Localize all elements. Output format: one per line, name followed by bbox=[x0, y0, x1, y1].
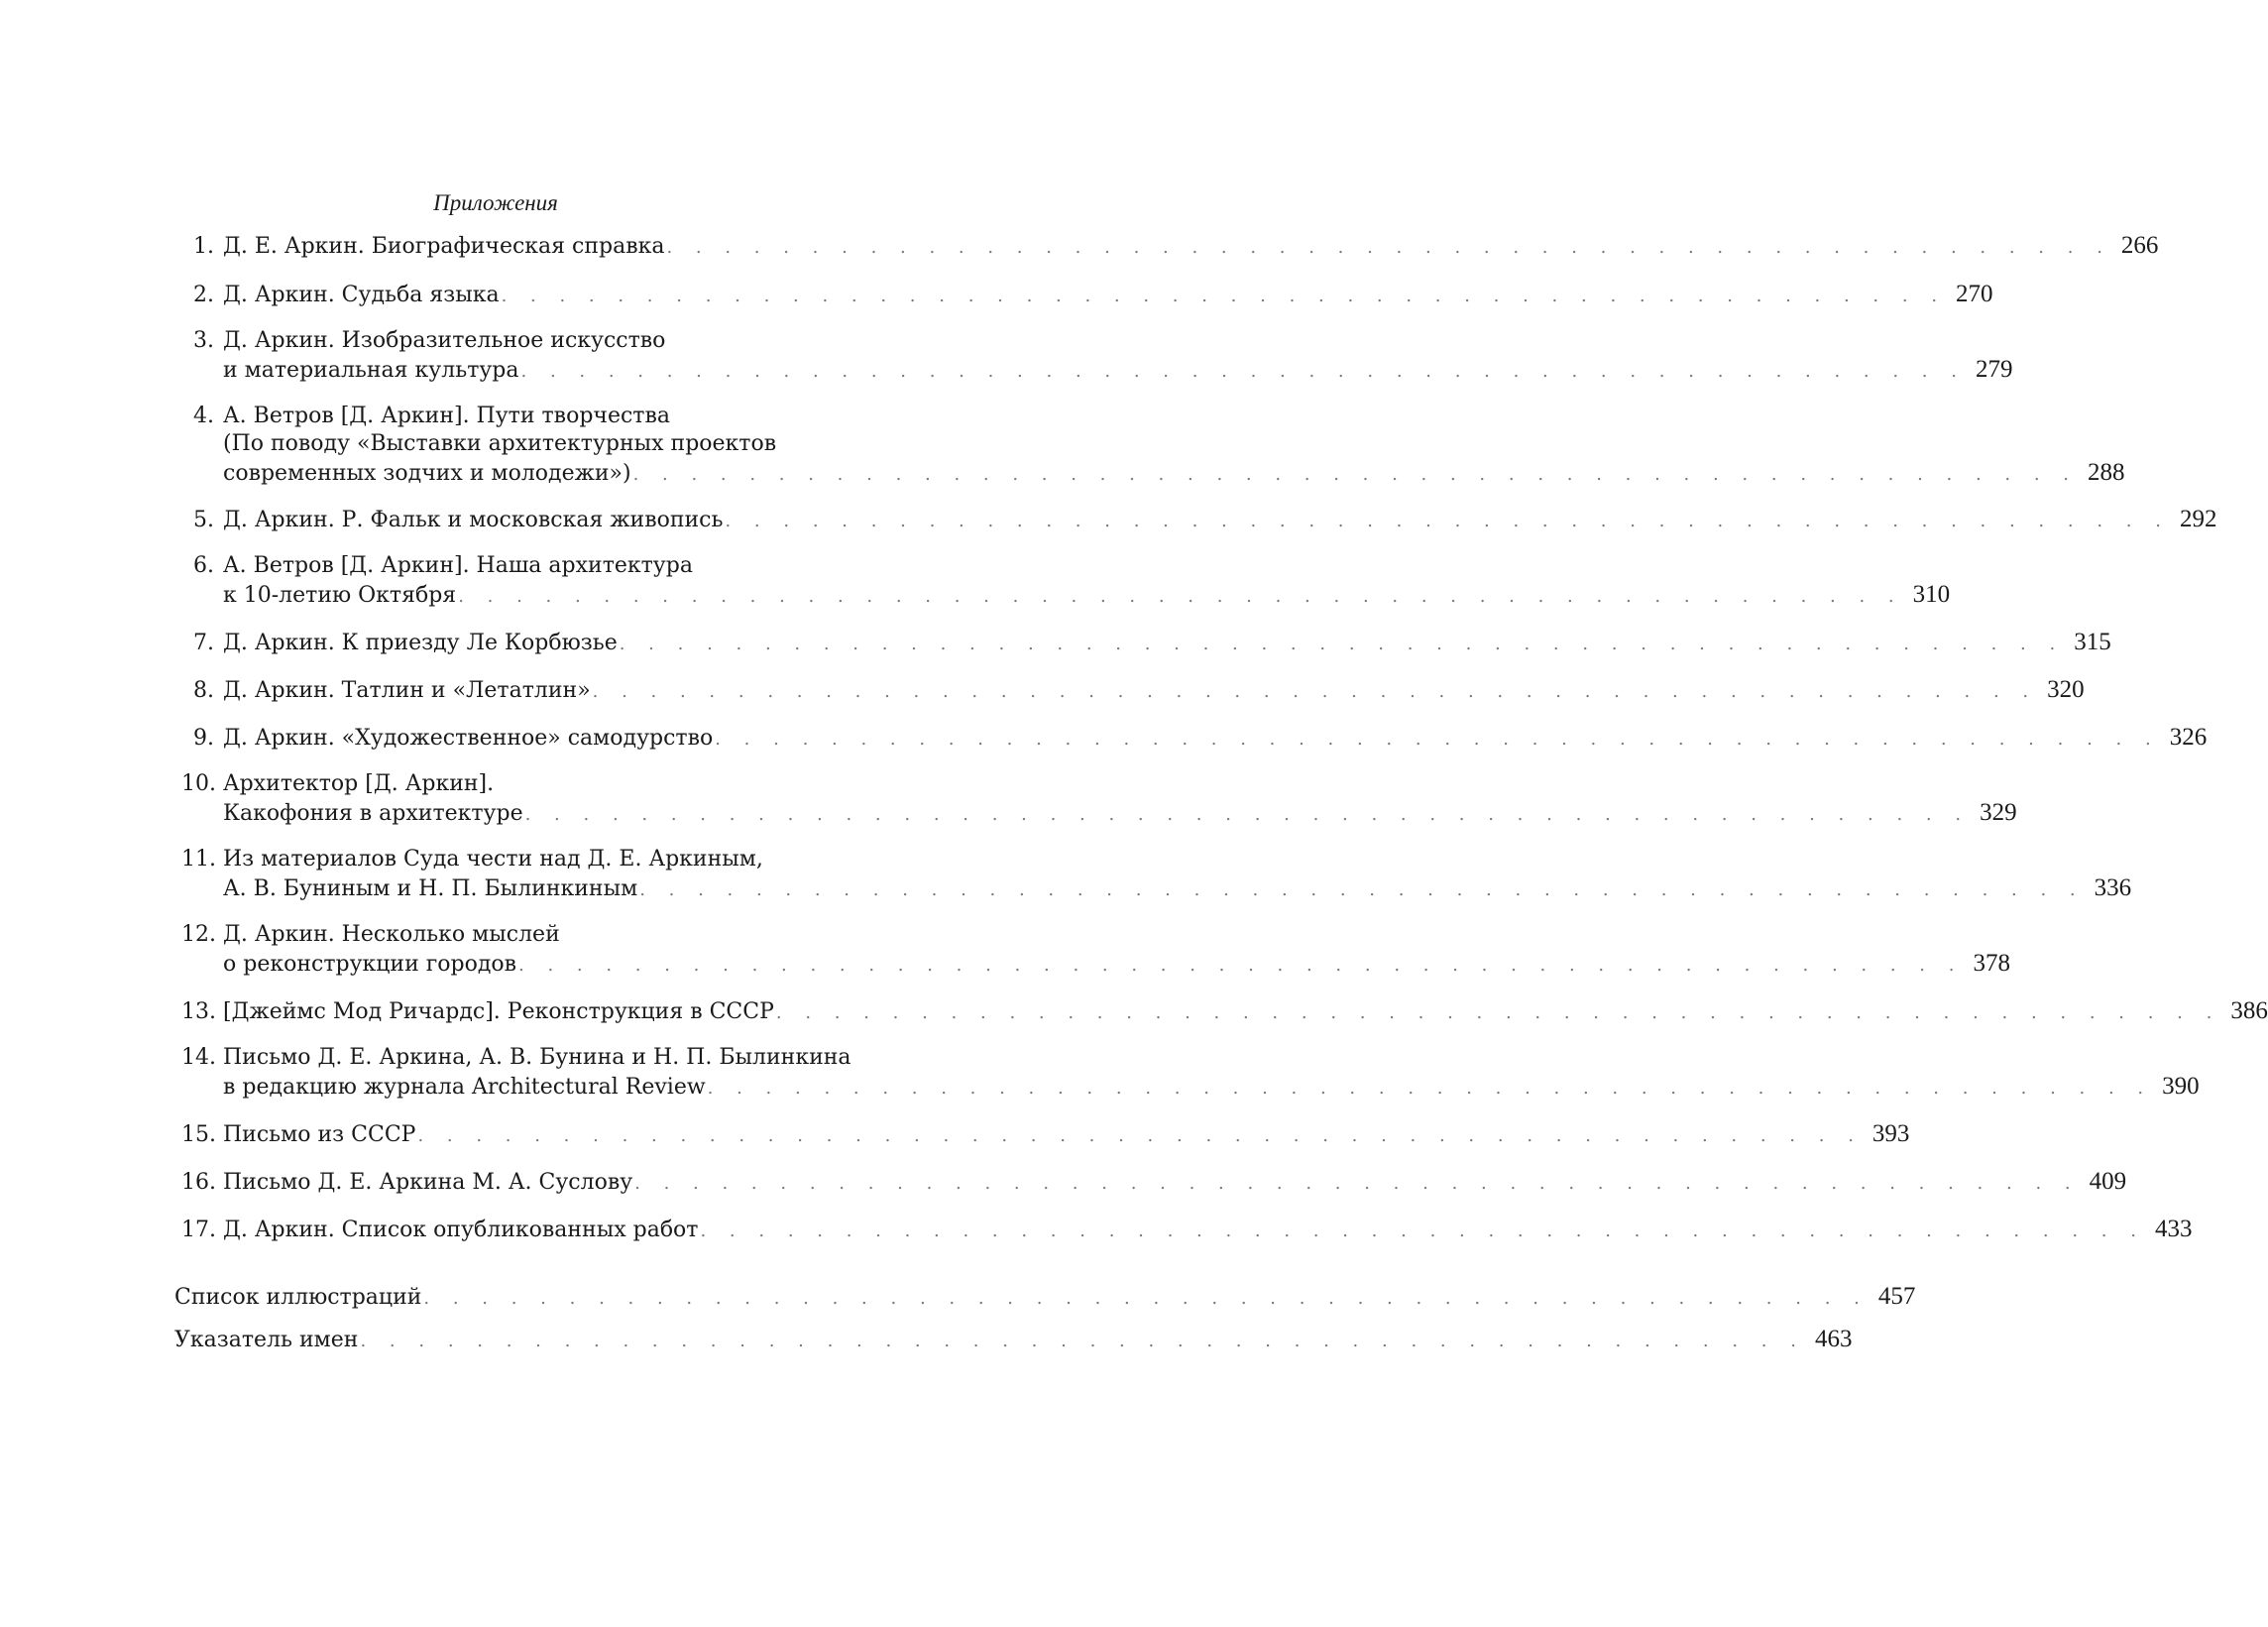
toc-entry-line bbox=[181, 232, 2159, 262]
dot-leader: . . . . . . . . . . . . . . . . . . . . . . . . . . . . . . . . . . . . . . . . . . . . . . . . . . bbox=[360, 1331, 1805, 1351]
entry-title: Д. Аркин. Несколько мыслей bbox=[223, 922, 560, 947]
page-number: 386 bbox=[2230, 997, 2268, 1024]
toc-entry-line bbox=[181, 1168, 2127, 1198]
entry-title: Из материалов Суда чести над Д. Е. Аркиным, bbox=[223, 847, 763, 872]
entry-title: Д. Аркин. Изобразительное искусство bbox=[223, 328, 666, 353]
page-number: 270 bbox=[1956, 281, 1993, 307]
dot-leader: . . . . . . . . . . . . . . . . . . . . . . . . . . . . . . . . . . . . . . . . . . . . . . . . . . bbox=[707, 1078, 2153, 1099]
entry-title: к 10-летию Октября bbox=[223, 583, 457, 608]
entry-title: Письмо Д. Е. Аркина, А. В. Бунина и Н. П. Былинкина bbox=[223, 1045, 851, 1070]
entry-number: 14. bbox=[181, 1045, 216, 1070]
entry-number: 16. bbox=[181, 1170, 216, 1195]
entry-title: современных зодчих и молодежи») bbox=[223, 461, 631, 486]
dot-leader: . . . . . . . . . . . . . . . . . . . . . . . . . . . . . . . . . . . . . . . . . . . . . . . . . . bbox=[725, 511, 2170, 531]
page-number: 292 bbox=[2179, 506, 2217, 532]
entry-title: о реконструкции городов bbox=[223, 952, 517, 977]
toc-entry-line bbox=[181, 950, 2010, 980]
entry-title: Письмо Д. Е. Аркина М. А. Суслову bbox=[223, 1170, 633, 1195]
entry-title: А. Ветров [Д. Аркин]. Наша архитектура bbox=[223, 553, 693, 578]
dot-leader: . . . . . . . . . . . . . . . . . . . . . . . . . . . . . . . . . . . . . . . . . . . . . . . . . . bbox=[700, 1220, 2145, 1241]
page-number: 320 bbox=[2047, 676, 2085, 703]
entry-title: Д. Аркин. Судьба языка bbox=[223, 283, 500, 307]
toc-entry-line bbox=[181, 724, 2208, 754]
page-number: 393 bbox=[1871, 1120, 1910, 1147]
toc-entry-line bbox=[181, 356, 2013, 386]
entry-title: Письмо из СССР bbox=[223, 1122, 416, 1147]
back-matter-entry bbox=[174, 1326, 1853, 1355]
page-number: 266 bbox=[2120, 232, 2159, 259]
section-title: Приложения bbox=[433, 190, 558, 215]
page-number: 378 bbox=[1973, 950, 2010, 977]
dot-leader: . . . . . . . . . . . . . . . . . . . . . . . . . . . . . . . . . . . . . . . . . . . . . . . . . . bbox=[666, 237, 2111, 258]
page-number: 329 bbox=[1980, 799, 2017, 826]
toc-entry-line bbox=[181, 847, 895, 876]
dot-leader: . . . . . . . . . . . . . . . . . . . . . . . . . . . . . . . . . . . . . . . . . . . . . . . . . . bbox=[417, 1125, 1863, 1146]
toc-entry-line bbox=[181, 997, 2268, 1027]
page-number: 390 bbox=[2162, 1073, 2200, 1100]
dot-leader: . . . . . . . . . . . . . . . . . . . . . . . . . . . . . . . . . . . . . . . . . . . . . . . . . . bbox=[518, 955, 1964, 976]
dot-leader: . . . . . . . . . . . . . . . . . . . . . . . . . . . . . . . . . . . . . . . . . . . . . . . . . . bbox=[592, 681, 2038, 702]
entry-number: 17. bbox=[181, 1218, 216, 1242]
page-number: 279 bbox=[1975, 356, 2013, 383]
toc-entry-line bbox=[181, 922, 895, 952]
entry-number: 12. bbox=[181, 922, 216, 947]
entry-number: 15. bbox=[181, 1122, 216, 1147]
toc-entry-line bbox=[181, 1045, 895, 1075]
entry-title: Д. Аркин. «Художественное» самодурство bbox=[223, 726, 714, 751]
toc-entry-line bbox=[181, 553, 895, 583]
entry-title: Д. Аркин. Р. Фальк и московская живопись bbox=[223, 508, 724, 532]
dot-leader: . . . . . . . . . . . . . . . . . . . . . . . . . . . . . . . . . . . . . . . . . . . . . . . . . . bbox=[423, 1288, 1869, 1309]
entry-number: 4. bbox=[193, 404, 214, 428]
entry-number: 9. bbox=[193, 726, 214, 751]
entry-title: Д. Аркин. К приезду Ле Корбюзье bbox=[223, 631, 618, 655]
entry-title: Д. Е. Аркин. Биографическая справка bbox=[223, 234, 665, 259]
toc-entry-line bbox=[181, 328, 895, 358]
entry-number: 1. bbox=[193, 234, 214, 259]
entry-title: [Джеймс Мод Ричардс]. Реконструкция в СССР bbox=[223, 999, 774, 1024]
entry-number: 7. bbox=[193, 631, 214, 655]
entry-title: Список иллюстраций bbox=[174, 1285, 422, 1310]
toc-entry-line bbox=[181, 581, 1951, 611]
dot-leader: . . . . . . . . . . . . . . . . . . . . . . . . . . . . . . . . . . . . . . . . . . . . . . . . . . bbox=[632, 464, 2079, 485]
entry-title: и материальная культура bbox=[223, 358, 519, 383]
toc-entry-line bbox=[181, 799, 2017, 829]
page-number: 433 bbox=[2154, 1216, 2193, 1242]
entry-number: 11. bbox=[181, 847, 216, 872]
toc-entry-line bbox=[181, 1073, 2200, 1103]
entry-title: Какофония в архитектуре bbox=[223, 801, 523, 826]
dot-leader: . . . . . . . . . . . . . . . . . . . . . . . . . . . . . . . . . . . . . . . . . . . . . . . . . . bbox=[524, 804, 1971, 825]
entry-number: 13. bbox=[181, 999, 216, 1024]
dot-leader: . . . . . . . . . . . . . . . . . . . . . . . . . . . . . . . . . . . . . . . . . . . . . . . . . . bbox=[458, 586, 1903, 607]
toc-entry-line bbox=[181, 506, 2217, 535]
entry-title: Архитектор [Д. Аркин]. bbox=[223, 771, 495, 796]
page-number: 310 bbox=[1912, 581, 1951, 608]
toc-entry-line bbox=[181, 874, 2132, 904]
back-matter-entry bbox=[174, 1283, 1916, 1313]
toc-entry-line bbox=[181, 771, 895, 801]
entry-title: Указатель имен bbox=[174, 1328, 359, 1352]
page-number: 457 bbox=[1877, 1283, 1916, 1310]
toc-entry-line bbox=[181, 676, 2085, 706]
page-number: 315 bbox=[2074, 629, 2111, 655]
dot-leader: . . . . . . . . . . . . . . . . . . . . . . . . . . . . . . . . . . . . . . . . . . . . . . . . . . bbox=[619, 634, 2065, 654]
entry-number: 3. bbox=[193, 328, 214, 353]
entry-title: А. В. Буниным и Н. П. Былинкиным bbox=[223, 876, 638, 901]
toc-entry-line bbox=[181, 1120, 1910, 1150]
entry-number: 6. bbox=[193, 553, 214, 578]
dot-leader: . . . . . . . . . . . . . . . . . . . . . . . . . . . . . . . . . . . . . . . . . . . . . . . . . . bbox=[775, 1002, 2221, 1023]
entry-title: (По поводу «Выставки архитектурных проектов bbox=[223, 431, 777, 456]
entry-number: 8. bbox=[193, 678, 214, 703]
page-number: 326 bbox=[2169, 724, 2208, 751]
page-number: 336 bbox=[2094, 874, 2132, 901]
dot-leader: . . . . . . . . . . . . . . . . . . . . . . . . . . . . . . . . . . . . . . . . . . . . . . . . . . bbox=[634, 1173, 2080, 1194]
entry-title: А. Ветров [Д. Аркин]. Пути творчества bbox=[223, 404, 670, 428]
entry-number: 10. bbox=[181, 771, 216, 796]
page-number: 288 bbox=[2088, 459, 2125, 486]
toc-entry-line bbox=[181, 404, 895, 433]
page-number: 409 bbox=[2089, 1168, 2127, 1195]
toc-entry-line bbox=[181, 629, 2111, 658]
toc-entry-line bbox=[181, 281, 1993, 310]
toc-entry-line bbox=[181, 459, 2125, 489]
dot-leader: . . . . . . . . . . . . . . . . . . . . . . . . . . . . . . . . . . . . . . . . . . . . . . . . . . bbox=[501, 286, 1947, 306]
page-number: 463 bbox=[1814, 1326, 1853, 1352]
entry-title: Д. Аркин. Список опубликованных работ bbox=[223, 1218, 699, 1242]
dot-leader: . . . . . . . . . . . . . . . . . . . . . . . . . . . . . . . . . . . . . . . . . . . . . . . . . . bbox=[715, 729, 2160, 750]
entry-number: 5. bbox=[193, 508, 214, 532]
entry-title: Д. Аркин. Татлин и «Летатлин» bbox=[223, 678, 591, 703]
dot-leader: . . . . . . . . . . . . . . . . . . . . . . . . . . . . . . . . . . . . . . . . . . . . . . . . . . bbox=[639, 879, 2085, 900]
dot-leader: . . . . . . . . . . . . . . . . . . . . . . . . . . . . . . . . . . . . . . . . . . . . . . . . . . bbox=[520, 361, 1966, 382]
toc-entry-line bbox=[181, 431, 895, 461]
entry-number: 2. bbox=[193, 283, 214, 307]
toc-entry-line bbox=[181, 1216, 2193, 1245]
entry-title: в редакцию журнала Architectural Review bbox=[223, 1075, 706, 1100]
